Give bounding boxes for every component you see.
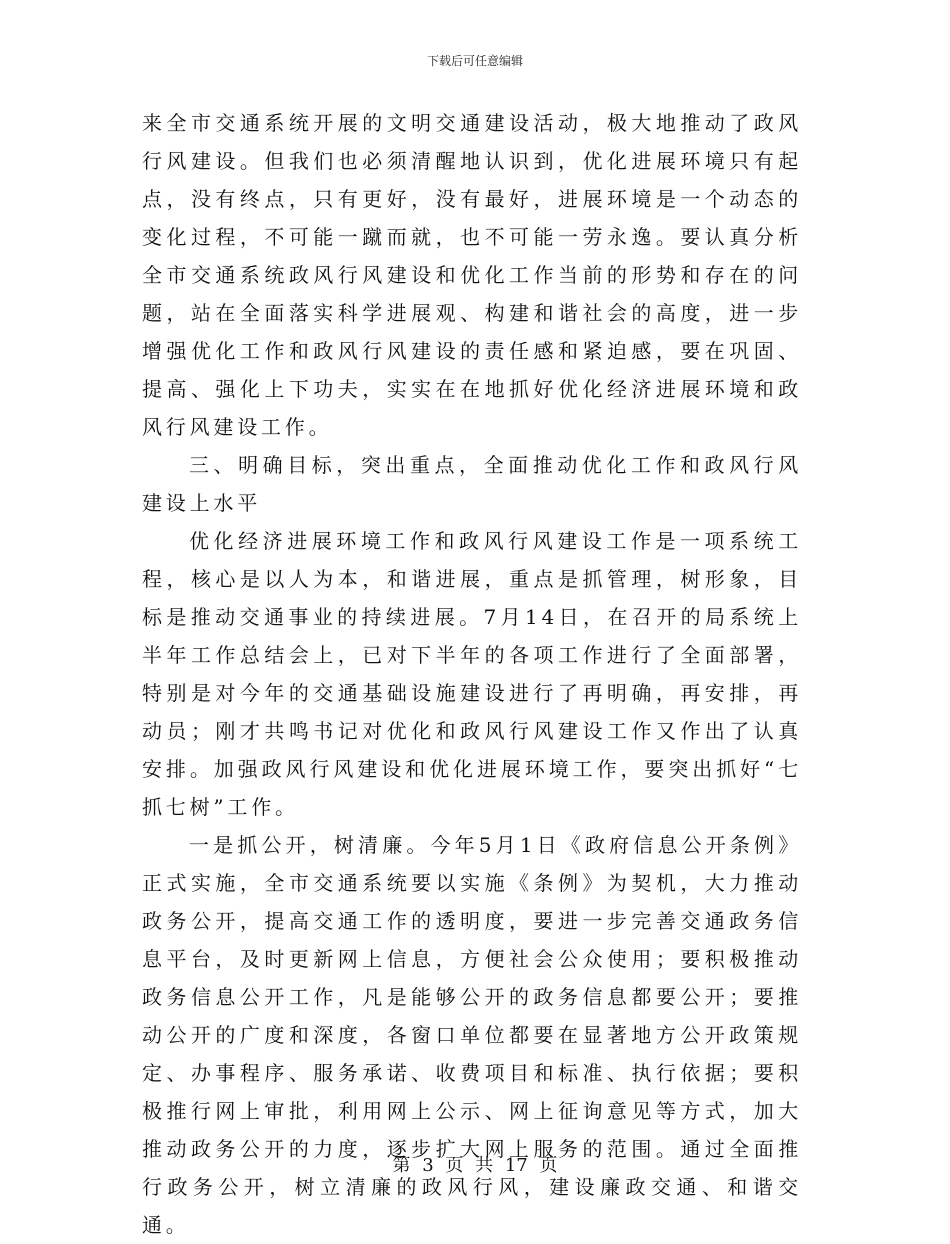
paragraph-overview: 优化经济进展环境工作和政风行风建设工作是一项系统工程，核心是以人为本，和谐进展，重点是抓管理，树形象，目标是推动交通事业的持续进展。7月14日，在召开的局系统上半年工作总结会上，已对下半年的各项工作进行了全面部署，特别是对今年的交通基础设施建设进行了再明确，再安排，再动员；刚才共鸣书记对优化和政风行风建设工作又作出了认真安排。加强政风行风建设和优化进展环境工作，要突出抓好“七抓七树”工作。 xyxy=(142,529,802,819)
document-body xyxy=(142,104,802,1244)
paragraph-continuation: 来全市交通系统开展的文明交通建设活动，极大地推动了政风行风建设。但我们也必须清醒地认识到，优化进展环境只有起点，没有终点，只有更好，没有最好，进展环境是一个动态的变化过程，不可能一蹴而就，也不可能一劳永逸。要认真分析全市交通系统政风行风建设和优化工作当前的形势和存在的问题，站在全面落实科学进展观、构建和谐社会的高度，进一步增强优化工作和政风行风建设的责任感和紧迫感，要在巩固、提高、强化上下功夫，实实在在地抓好优化经济进展环境和政风行风建设工作。 xyxy=(142,111,802,439)
paragraph-item-one: 一是抓公开，树清廉。今年5月1日《政府信息公开条例》正式实施，全市交通系统要以实施《条例》为契机，大力推动政务公开，提高交通工作的透明度，要进一步完善交通政务信息平台，及时更新网上信息，方便社会公众使用；要积极推动政务信息公开工作，凡是能够公开的政务信息都要公开；要推动公开的广度和深度，各窗口单位都要在显著地方公开政策规定、办事程序、服务承诺、收费项目和标准、执行依据；要积极推行网上审批，利用网上公示、网上征询意见等方式，加大推动政务公开的力度，逐步扩大网上服务的范围。通过全面推行政务公开，树立清廉的政风行风，建设廉政交通、和谐交通。 xyxy=(142,833,802,1237)
header-note: 下载后可任意编辑 xyxy=(426,54,523,68)
page-number: 第 3 页 共 17 页 xyxy=(392,1155,558,1176)
section-heading: 三、明确目标，突出重点，全面推动优化工作和政风行风建设上水平 xyxy=(142,453,802,515)
